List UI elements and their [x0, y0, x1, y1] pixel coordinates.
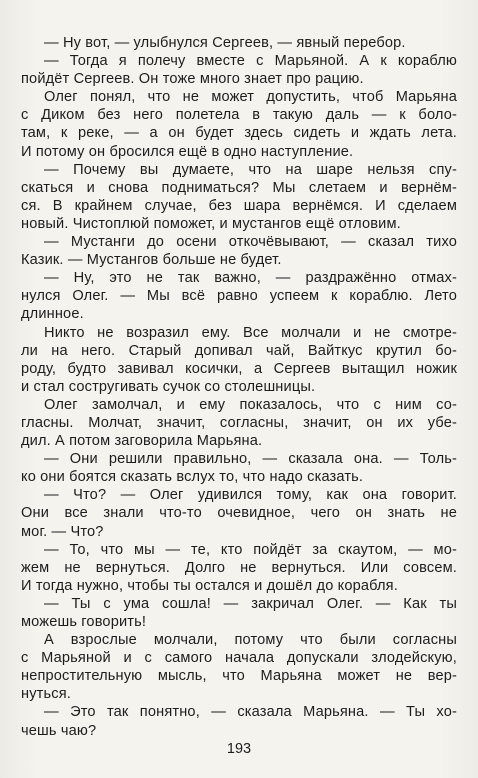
- text-line: — Мустанги до осени откочёвывают, — сказал тихо: [44, 234, 457, 251]
- paragraph: [21, 631, 457, 703]
- text-line: роду, будто завивал косички, а Сергеев вытащил ножик: [21, 360, 457, 377]
- text-line: чешь чаю?: [21, 722, 97, 739]
- paragraph: [21, 595, 457, 631]
- paragraph: [21, 88, 457, 160]
- text-line: — Ты с ума сошла! — закричал Олег. — Как ты: [44, 595, 457, 612]
- paragraph: [21, 52, 457, 88]
- text-line: нуться.: [21, 686, 71, 703]
- paragraph: [21, 541, 457, 595]
- text-line: — Тогда я полечу вместе с Марьяной. А к кораблю: [44, 53, 457, 70]
- text-line: И тогда нужно, чтобы ты остался и дошёл до корабля.: [21, 577, 398, 594]
- text-line: нулся Олег. — Мы всё равно успеем к кораблю. Лето: [21, 288, 457, 305]
- text-line: и стал состругивать сучок со столешницы.: [21, 378, 316, 395]
- text-line: Казик. — Мустангов больше не будет.: [21, 252, 282, 269]
- text-line: — Они решили правильно, — сказала она. — Толь-: [44, 451, 457, 468]
- paragraph: [21, 703, 457, 739]
- paragraph: [21, 269, 457, 323]
- text-line: — Ну, это не так важно, — раздражённо отмах-: [44, 270, 457, 287]
- text-line: длинное.: [21, 306, 84, 323]
- text-line: — Это так понятно, — сказала Марьяна. — Ты хо-: [44, 704, 457, 721]
- paragraph: [21, 161, 457, 233]
- text-line: Никто не возразил ему. Все молчали и не смотре-: [44, 324, 457, 341]
- text-line: — Ну вот, — улыбнулся Сергеев, — явный перебор.: [44, 35, 406, 51]
- text-line: пойдёт Сергеев. Он тоже много знает про рацию.: [21, 71, 364, 88]
- paragraph: [21, 450, 457, 486]
- text-line: непростительную мысль, что Марьяна может не вер-: [21, 668, 457, 685]
- text-line: новый. Чистоплюй поможет, и мустангов ещё отловим.: [21, 215, 401, 232]
- text-line: — Почему вы думаете, что на шаре нельзя спу-: [44, 161, 457, 178]
- text-line: А взрослые молчали, потому что были согласны: [44, 632, 457, 649]
- paragraph: [21, 233, 457, 269]
- paragraph: [21, 396, 457, 450]
- paragraph: [21, 34, 457, 52]
- page-text: [21, 34, 457, 740]
- text-line: Они все знали что-то очевидное, чего он знать не: [21, 505, 457, 522]
- page-number: 193: [226, 741, 252, 757]
- text-line: ся. В крайнем случае, без шара вернёмся. И сделаем: [21, 197, 457, 214]
- text-line: И потому он бросился ещё в одно наступление.: [21, 143, 354, 160]
- text-line: мог. — Что?: [21, 523, 104, 540]
- text-line: с Марьяной и с самого начала допускали злодейскую,: [21, 650, 457, 667]
- text-line: ко они боятся сказать вслух то, что надо сказать.: [21, 469, 364, 486]
- text-line: — То, что мы — те, кто пойдёт за скаутом, — мо-: [44, 541, 457, 558]
- text-line: скаться и снова подниматься? Мы слетаем и вернём-: [21, 179, 457, 196]
- text-line: там, к реке, — а он будет здесь сидеть и ждать лета.: [21, 125, 457, 142]
- text-line: Олег замолчал, и ему показалось, что с ним со-: [44, 396, 457, 413]
- text-line: с Диком без него полетела в такую даль — к боло-: [21, 107, 457, 124]
- text-line: можешь говорить!: [21, 614, 147, 630]
- text-line: — Что? — Олег удивился тому, как она говорит.: [44, 487, 457, 504]
- text-line: гласны. Молчат, значит, согласны, значит, он их убе-: [21, 414, 457, 431]
- text-line: Олег понял, что не может допустить, чтоб Марьяна: [44, 89, 457, 106]
- text-line: жем не вернуться. Долго не вернуться. Или совсем.: [21, 559, 457, 576]
- paragraph: [21, 486, 457, 540]
- text-line: ли на него. Старый допивал чай, Вайткус крутил бо-: [21, 342, 457, 359]
- text-line: дил. А потом заговорила Марьяна.: [21, 433, 263, 450]
- paragraph: [21, 324, 457, 396]
